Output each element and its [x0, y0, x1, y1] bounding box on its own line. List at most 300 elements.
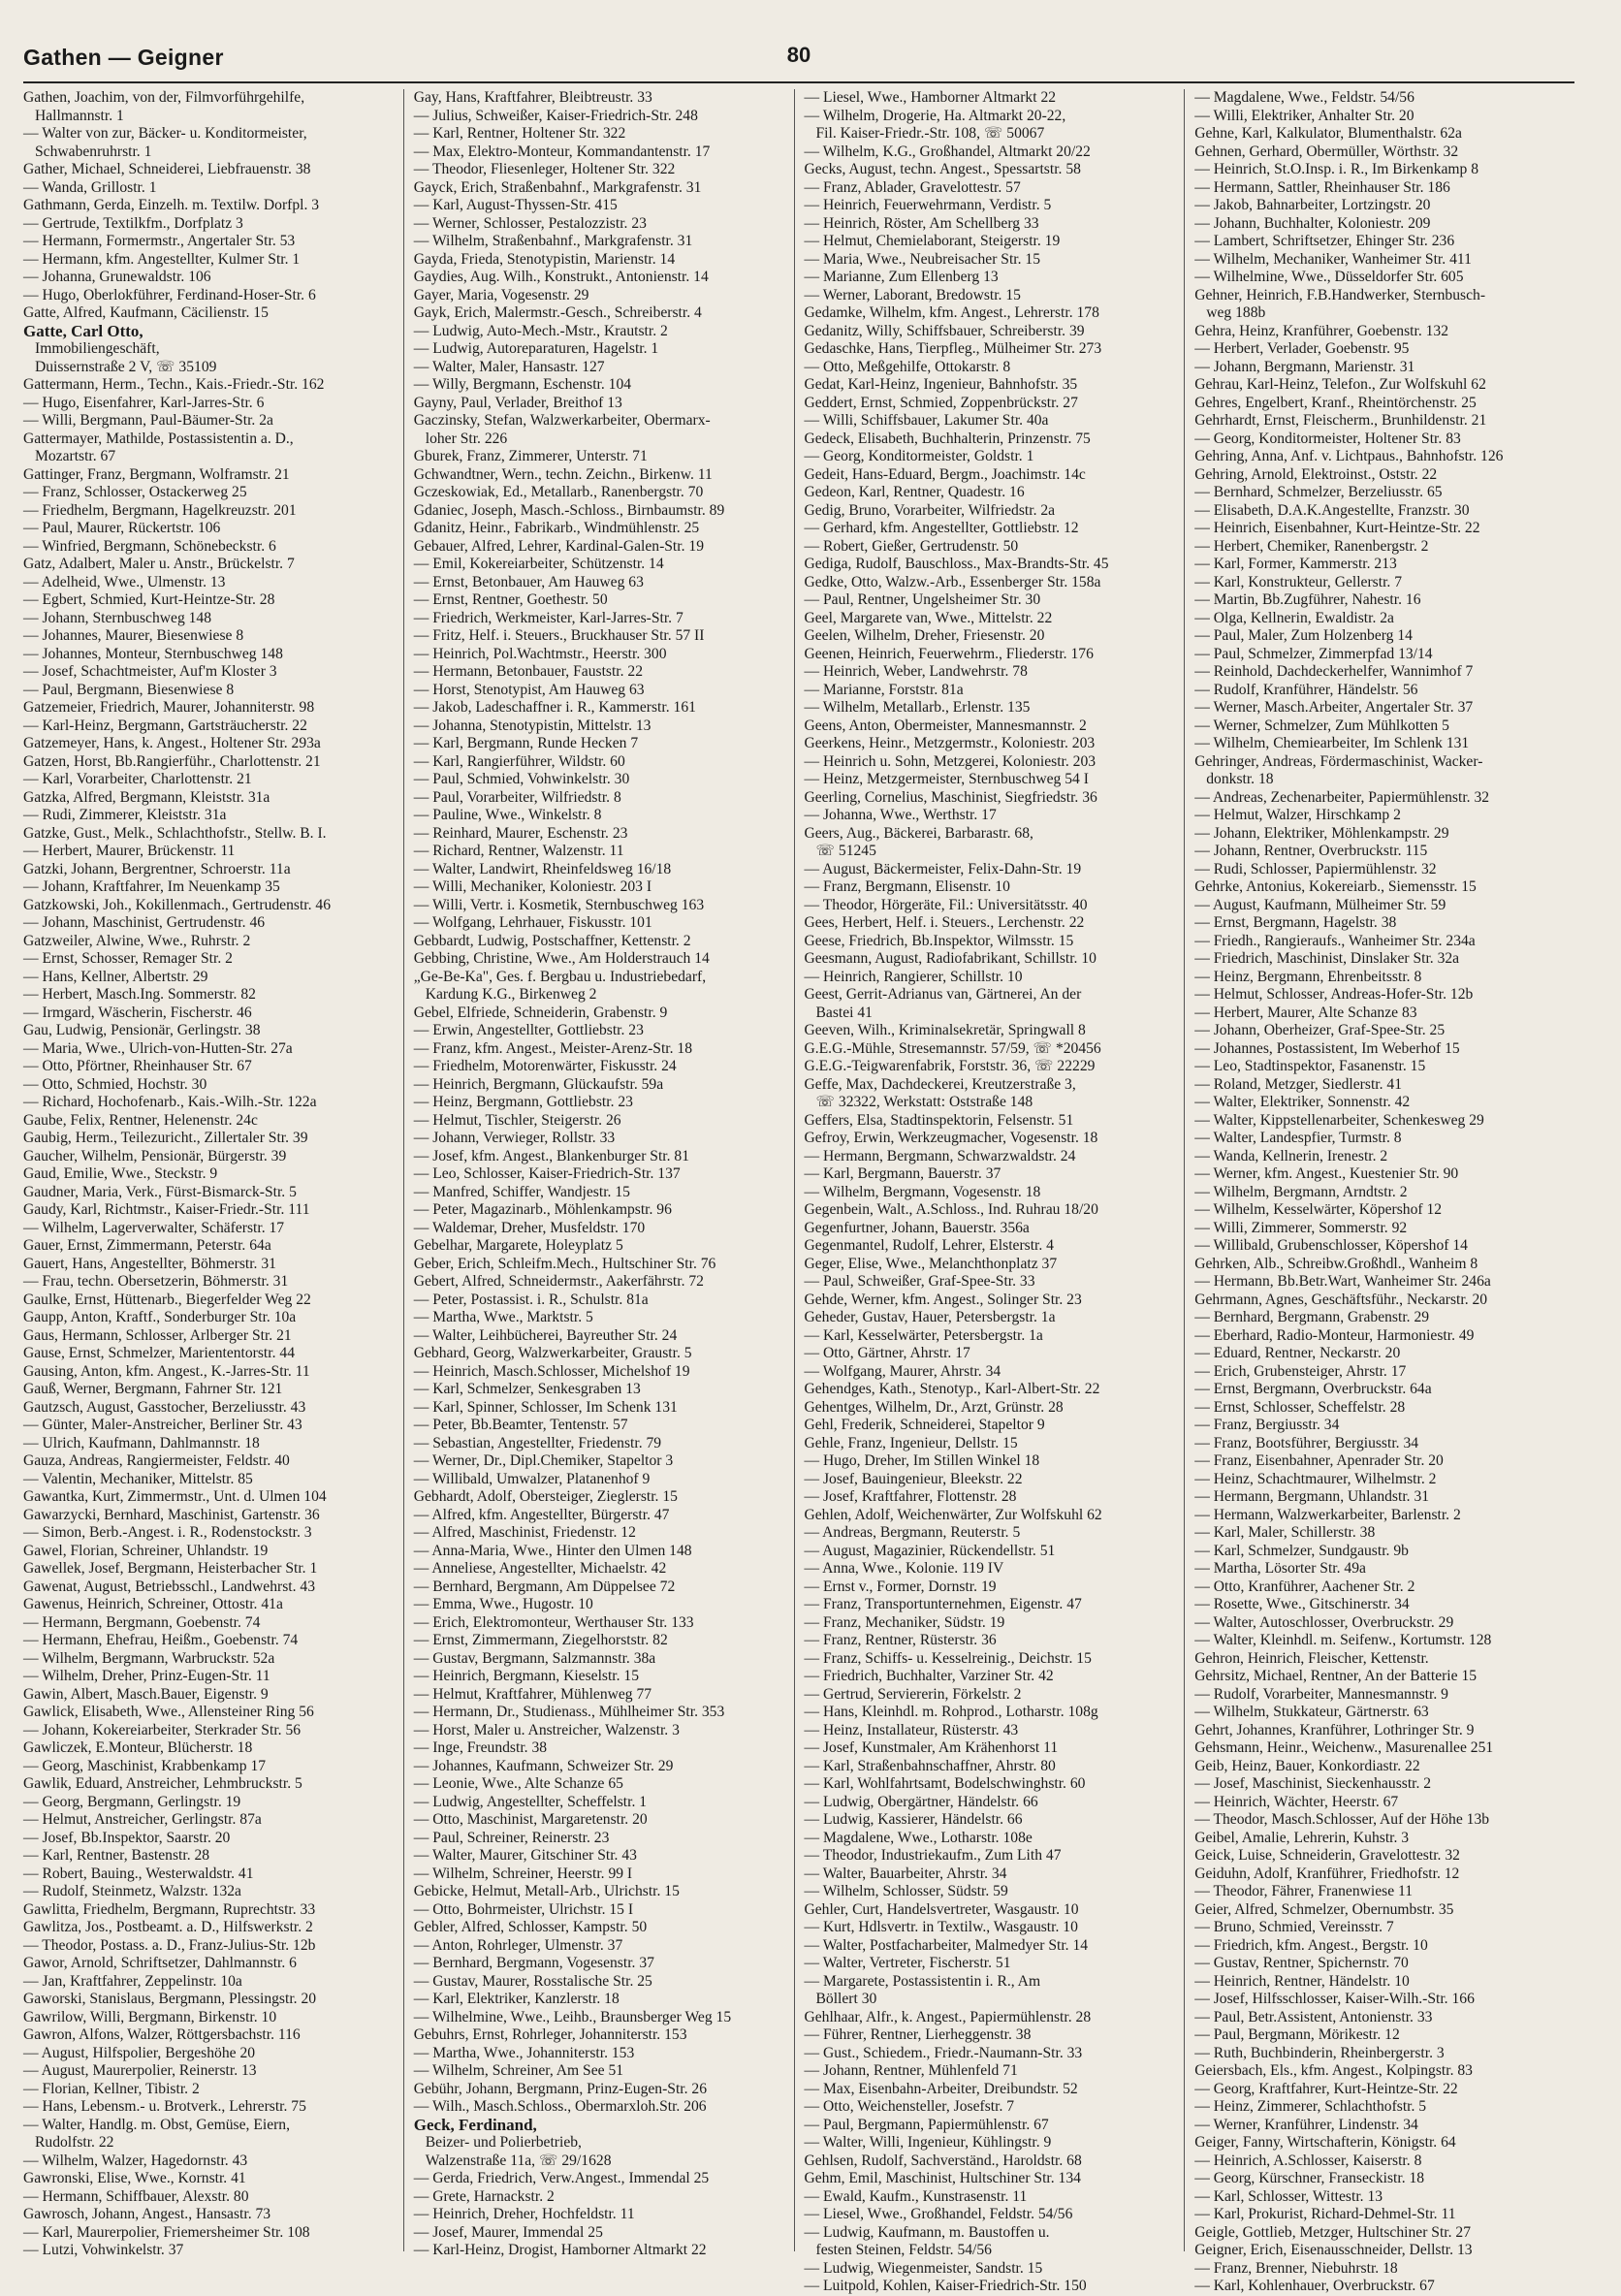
directory-entry: Gegenmantel, Rudolf, Lehrer, Elsterstr. 4: [804, 1237, 1054, 1254]
directory-entry: — Johann, Verwieger, Rollstr. 33: [413, 1130, 616, 1146]
directory-entry: — Josef, Hilfsschlosser, Kaiser-Wilh.-Str. 166: [1194, 1991, 1475, 2007]
directory-entry: — Franz, Schiffs- u. Kesselreinig., Deichstr. 15: [804, 1649, 1092, 1667]
directory-entry: — Wilhelm, Bergmann, Vogesenstr. 18: [804, 1183, 1041, 1200]
directory-entry: Gattermann, Herm., Techn., Kais.-Friedr.-Str. 162: [23, 376, 325, 393]
directory-entry: — Heinz, Zimmerer, Schlachthofstr. 5: [1194, 2098, 1427, 2115]
directory-entry: Geddert, Ernst, Schmied, Zoppenbrückstr. 27: [804, 394, 1078, 411]
directory-entry: — Paul, Betr.Assistent, Antonienstr. 33: [1194, 2008, 1433, 2025]
directory-entry: — Sebastian, Angestellter, Friedenstr. 79: [413, 1434, 662, 1451]
directory-entry: — Walter von zur, Bäcker- u. Konditormeister,: [23, 125, 307, 142]
directory-entry: — Ewald, Kaufm., Kunstrasenstr. 11: [804, 2187, 1028, 2205]
directory-entry: — Otto, Kranführer, Aachener Str. 2: [1194, 1578, 1415, 1595]
directory-entry: — Theodor, Masch.Schlosser, Auf der Höhe 13b: [1194, 1811, 1490, 1828]
directory-entry: — Hermann, Bergmann, Uhlandstr. 31: [1194, 1488, 1430, 1505]
directory-entry: — Ulrich, Kaufmann, Dahlmannstr. 18: [23, 1434, 260, 1451]
directory-entry: Gebel, Elfriede, Schneiderin, Grabenstr. 9: [413, 1004, 668, 1021]
directory-entry: — Ernst, Rentner, Goethestr. 50: [413, 591, 608, 608]
directory-entry: — Emma, Wwe., Hugostr. 10: [413, 1596, 593, 1612]
directory-entry: Gehrken, Alb., Schreibw.Großhdl., Wanheim 8: [1194, 1255, 1478, 1272]
directory-entry: — Paul, Rentner, Ungelsheimer Str. 30: [804, 591, 1041, 608]
directory-entry: — Johann, Kraftfahrer, Im Neuenkamp 35: [23, 878, 280, 895]
directory-entry: — Gertrud, Serviererin, Förkelstr. 2: [804, 1685, 1022, 1703]
directory-entry: — Wilhelm, Schreiner, Am See 51: [413, 2062, 624, 2079]
directory-entry: — Andreas, Zechenarbeiter, Papiermühlenstr. 32: [1194, 788, 1490, 806]
directory-entry: — Walter, Maler, Hansastr. 127: [413, 358, 605, 375]
directory-entry: Gefroy, Erwin, Werkzeugmacher, Vogesenstr. 18: [804, 1130, 1098, 1146]
directory-entry: Fil. Kaiser-Friedr.-Str. 108, ☏ 50067: [815, 125, 1045, 142]
directory-entry: — Martha, Wwe., Johanniterstr. 153: [413, 2044, 635, 2061]
directory-entry: — Karl, Schmelzer, Sundgaustr. 9b: [1194, 1542, 1409, 1559]
directory-entry: — Heinrich, Wächter, Heerstr. 67: [1194, 1793, 1399, 1810]
directory-entry: Gehendges, Kath., Stenotyp., Karl-Albert-Str. 22: [804, 1381, 1100, 1397]
directory-entry: — Paul, Schmied, Vohwinkelstr. 30: [413, 771, 630, 787]
directory-entry: Gauert, Hans, Angestellter, Böhmerstr. 31: [23, 1255, 276, 1272]
directory-entry: Bastei 41: [815, 1004, 873, 1021]
directory-entry: Gau, Ludwig, Pensionär, Gerlingstr. 38: [23, 1022, 261, 1038]
directory-entry: — Walter, Maurer, Gitschiner Str. 43: [413, 1847, 637, 1864]
directory-entry: — Werner, Laborant, Bredowstr. 15: [804, 286, 1021, 303]
directory-entry: — Helmut, Tischler, Steigerstr. 26: [413, 1111, 621, 1129]
directory-entry: — Peter, Postassist. i. R., Schulstr. 81a: [413, 1291, 649, 1308]
directory-entry: Gawron, Alfons, Walzer, Röttgersbachstr. 116: [23, 2026, 301, 2043]
directory-entry: — Johann, Maschinist, Gertrudenstr. 46: [23, 914, 266, 931]
directory-entry: — Anna-Maria, Wwe., Hinter den Ulmen 148: [413, 1542, 692, 1559]
directory-entry: — Richard, Hochofenarb., Kais.-Wilh.-Str. 122a: [23, 1094, 317, 1110]
directory-entry: — Walter, Postfacharbeiter, Malmedyer Str. 14: [804, 1936, 1089, 1954]
directory-entry: Geheder, Gustav, Hauer, Petersbergstr. 1a: [804, 1309, 1056, 1325]
directory-entry: — Walter, Kleinhdl. m. Seifenw., Kortumstr. 128: [1194, 1632, 1492, 1648]
directory-entry: — Karl, Vorarbeiter, Charlottenstr. 21: [23, 771, 252, 787]
directory-entry: Gattermayer, Mathilde, Postassistentin a. D.,: [23, 430, 294, 447]
directory-entry: — Georg, Kraftfahrer, Kurt-Heintze-Str. 22: [1194, 2080, 1458, 2097]
directory-entry: — Grete, Harnackstr. 2: [413, 2187, 555, 2205]
directory-entry: — Erich, Grubensteiger, Ahrstr. 17: [1194, 1362, 1407, 1380]
directory-entry: — Andreas, Bergmann, Reuterstr. 5: [804, 1524, 1021, 1541]
directory-entry: — Paul, Bergmann, Papiermühlenstr. 67: [804, 2116, 1049, 2133]
directory-entry: — Wilhelm, Schlosser, Südstr. 59: [804, 1883, 1008, 1899]
directory-entry: Geib, Heinz, Bauer, Konkordiastr. 22: [1194, 1757, 1420, 1774]
directory-entry: Gausing, Anton, kfm. Angest., K.-Jarres-Str. 11: [23, 1362, 310, 1380]
directory-entry: — Willi, Elektriker, Anhalter Str. 20: [1194, 107, 1414, 124]
directory-entry: — Florian, Kellner, Tibistr. 2: [23, 2080, 200, 2097]
directory-entry: — Luitpold, Kohlen, Kaiser-Friedrich-Str. 150: [804, 2278, 1087, 2294]
directory-entry: Gebuhrs, Ernst, Rohrleger, Johanniterstr. 153: [413, 2026, 687, 2043]
directory-entry: — Adelheid, Wwe., Ulmenstr. 13: [23, 573, 226, 590]
directory-entry: — Helmut, Anstreicher, Gerlingstr. 87a: [23, 1811, 262, 1828]
directory-entry: Geerling, Cornelius, Maschinist, Siegfriedstr. 36: [804, 788, 1097, 806]
directory-entry: Geger, Elise, Wwe., Melanchthonplatz 37: [804, 1255, 1058, 1272]
directory-entry: — Paul, Schmelzer, Zimmerpfad 13/14: [1194, 645, 1433, 662]
directory-entry: — Werner, Masch.Arbeiter, Angertaler Str. 37: [1194, 699, 1474, 716]
directory-entry: Kardung K.G., Birkenweg 2: [425, 986, 597, 1003]
directory-entry: Beizer- und Polierbetrieb,: [425, 2134, 582, 2151]
directory-entry: — Führer, Rentner, Lierheggenstr. 38: [804, 2026, 1032, 2043]
directory-entry: Gedaschke, Hans, Tierpfleg., Mülheimer Str. 273: [804, 340, 1102, 357]
directory-entry: Walzenstraße 11a, ☏ 29/1628: [425, 2152, 612, 2169]
directory-entry: — Johannes, Kaufmann, Schweizer Str. 29: [413, 1757, 674, 1774]
directory-entry: — Hermann, Bergmann, Goebenstr. 74: [23, 1613, 261, 1631]
directory-entry: — Leo, Stadtinspektor, Fasanenstr. 15: [1194, 1058, 1426, 1074]
directory-entry: — Georg, Konditormeister, Holtener Str. 83: [1194, 430, 1461, 447]
directory-entry: Geier, Alfred, Schmelzer, Obernumbstr. 35: [1194, 1900, 1454, 1918]
directory-entry: — Jakob, Bahnarbeiter, Lortzingstr. 20: [1194, 197, 1431, 213]
directory-entry: — Gerhard, kfm. Angestellter, Gottliebstr. 12: [804, 520, 1079, 536]
directory-entry: Gebert, Alfred, Schneidermstr., Aakerfährstr. 72: [413, 1273, 704, 1290]
directory-entry: — Ludwig, Auto-Mech.-Mstr., Krautstr. 2: [413, 322, 668, 339]
directory-entry: — Friedrich, Buchhalter, Varziner Str. 42: [804, 1668, 1054, 1684]
directory-entry: — Simon, Berb.-Angest. i. R., Rodenstockstr. 3: [23, 1524, 312, 1541]
directory-entry: — Johann, Sternbuschweg 148: [23, 609, 212, 626]
directory-entry: — Liesel, Wwe., Großhandel, Feldstr. 54/56: [804, 2206, 1073, 2222]
directory-entry: — Gerda, Friedrich, Verw.Angest., Immendal 25: [413, 2170, 710, 2186]
directory-entry: Immobiliengeschäft,: [35, 340, 160, 357]
directory-entry: — Walter, Willi, Ingenieur, Kühlingstr. 9: [804, 2134, 1052, 2151]
directory-entry: Gehring, Arnold, Elektroinst., Oststr. 22: [1194, 465, 1438, 483]
directory-entry: — Lutzi, Vohwinkelstr. 37: [23, 2242, 184, 2258]
directory-entry: — Friedh., Rangieraufs., Wanheimer Str. 234a: [1194, 932, 1476, 949]
directory-entry: — Olga, Kellnerin, Ewaldistr. 2a: [1194, 609, 1394, 626]
directory-entry: — Erich, Elektromonteur, Werthauser Str. 133: [413, 1613, 694, 1631]
directory-entry: Gaudner, Maria, Verk., Fürst-Bismarck-Str. 5: [23, 1183, 297, 1200]
directory-entry: — Walter, Autoschlosser, Overbruckstr. 29: [1194, 1613, 1454, 1631]
directory-entry: Gehres, Engelbert, Kranf., Rheintörchenstr. 25: [1194, 394, 1477, 411]
directory-entry: — Georg, Kürschner, Franseckistr. 18: [1194, 2170, 1425, 2186]
directory-entry: — Ludwig, Obergärtner, Händelstr. 66: [804, 1793, 1038, 1810]
directory-entry: — Johannes, Monteur, Sternbuschweg 148: [23, 645, 283, 662]
directory-entry: — Friedrich, kfm. Angest., Bergstr. 10: [1194, 1936, 1428, 1954]
directory-entry: Gaubig, Herm., Teilezuricht., Zillertaler Str. 39: [23, 1130, 308, 1146]
directory-entry: — Johann, Rentner, Overbruckstr. 115: [1194, 843, 1428, 859]
directory-entry: — Georg, Konditormeister, Goldstr. 1: [804, 448, 1034, 464]
directory-entry: Gatzemeyer, Hans, k. Angest., Holtener Str. 293a: [23, 735, 321, 751]
directory-entry: — Friedhelm, Bergmann, Hagelkreuzstr. 201: [23, 501, 297, 519]
directory-entry: — Johann, Elektriker, Möhlenkampstr. 29: [1194, 824, 1449, 842]
directory-entry: — Werner, Schlosser, Pestalozzistr. 23: [413, 214, 647, 232]
directory-entry: — Heinz, Installateur, Rüsterstr. 43: [804, 1721, 1019, 1738]
directory-entry: Gaupp, Anton, Kraftf., Sonderburger Str. 10a: [23, 1309, 297, 1325]
directory-entry: — Ernst, Bergmann, Overbruckstr. 64a: [1194, 1381, 1432, 1397]
directory-entry: — Willibald, Umwalzer, Platanenhof 9: [413, 1470, 651, 1487]
directory-entry: — Horst, Stenotypist, Am Hauweg 63: [413, 681, 645, 698]
directory-entry: donkstr. 18: [1206, 771, 1274, 787]
directory-entry: Geigle, Gottlieb, Metzger, Hultschiner Str. 27: [1194, 2223, 1472, 2241]
directory-entry: — Magdalene, Wwe., Feldstr. 54/56: [1194, 89, 1414, 106]
directory-entry: — Heinz, Metzgermeister, Sternbuschweg 54 I: [804, 771, 1089, 787]
directory-entry: — Peter, Magazinarb., Möhlenkampstr. 96: [413, 1201, 672, 1218]
directory-entry: — Rudolf, Vorarbeiter, Mannesmannstr. 9: [1194, 1685, 1448, 1703]
directory-entry: — Magdalene, Wwe., Lotharstr. 108e: [804, 1829, 1033, 1846]
directory-entry: — Franz, Bergiusstr. 34: [1194, 1417, 1340, 1433]
directory-entry: — Paul, Maler, Zum Holzenberg 14: [1194, 627, 1413, 644]
directory-entry: — Josef, Bb.Inspektor, Saarstr. 20: [23, 1829, 231, 1846]
directory-entry: G.E.G.-Teigwarenfabrik, Forststr. 36, ☏ 22229: [804, 1058, 1096, 1074]
directory-entry: — Bernhard, Bergmann, Vogesenstr. 37: [413, 1955, 654, 1971]
directory-entry: — Hugo, Oberlokführer, Ferdinand-Hoser-Str. 6: [23, 286, 316, 303]
directory-entry: — Otto, Schmied, Hochstr. 30: [23, 1075, 207, 1093]
directory-entry: Geber, Erich, Schleifm.Mech., Hultschiner Str. 76: [413, 1255, 716, 1272]
directory-entry: Gedke, Otto, Walzw.-Arb., Essenberger Str. 158a: [804, 573, 1101, 590]
directory-entry: — Reinhold, Dachdeckerhelfer, Wannimhof 7: [1194, 663, 1474, 680]
directory-entry: — Karl, Bergmann, Runde Hecken 7: [413, 735, 639, 751]
directory-entry: Gaus, Hermann, Schlosser, Arlberger Str. 21: [23, 1326, 292, 1344]
directory-entry: — Martin, Bb.Zugführer, Nahestr. 16: [1194, 591, 1421, 608]
directory-entry: — Karl, Prokurist, Richard-Dehmel-Str. 11: [1194, 2206, 1456, 2222]
directory-entry: — Karl, Maurerpolier, Friemersheimer Str. 108: [23, 2223, 310, 2241]
directory-entry: Gebelhar, Margarete, Holeyplatz 5: [413, 1237, 623, 1254]
directory-entry: — Ludwig, Angestellter, Scheffelstr. 1: [413, 1793, 648, 1810]
directory-entry: — Theodor, Fliesenleger, Holtener Str. 322: [413, 161, 676, 177]
directory-entry: Gawlitza, Jos., Postbeamt. a. D., Hilfswerkstr. 2: [23, 1919, 313, 1935]
directory-entry: Gebühr, Johann, Bergmann, Prinz-Eugen-Str. 26: [413, 2080, 708, 2097]
directory-entry: — Winfried, Bergmann, Schönebeckstr. 6: [23, 537, 276, 555]
directory-entry: — Heinrich, Pol.Wachtmstr., Heerstr. 300: [413, 645, 667, 662]
directory-entry: Geiduhn, Adolf, Kranführer, Friedhofstr. 12: [1194, 1865, 1460, 1882]
directory-entry: — Franz, Ablader, Gravelottestr. 57: [804, 178, 1021, 196]
directory-entry: Gdanitz, Heinr., Fabrikarb., Windmühlenstr. 25: [413, 520, 700, 536]
directory-entry: — Liesel, Wwe., Hamborner Altmarkt 22: [804, 89, 1057, 106]
directory-entry: — Franz, Bootsführer, Bergiusstr. 34: [1194, 1434, 1419, 1451]
directory-entry: Gautzsch, August, Gasstocher, Berzeliusstr. 43: [23, 1398, 306, 1416]
directory-entry: — Karl, Rentner, Holtener Str. 322: [413, 125, 626, 142]
directory-entry: Gaulke, Ernst, Hüttenarb., Biegerfelder Weg 22: [23, 1291, 311, 1308]
directory-entry: Gawantka, Kurt, Zimmermstr., Unt. d. Ulmen 104: [23, 1488, 327, 1505]
directory-entry: Gecks, August, techn. Angest., Spessartstr. 58: [804, 161, 1081, 177]
directory-entry: — Wilhelm, Chemiearbeiter, Im Schlenk 131: [1194, 735, 1470, 751]
directory-entry: — Heinrich, Eisenbahner, Kurt-Heintze-Str. 22: [1194, 520, 1480, 536]
directory-entry: — Werner, Kranführer, Lindenstr. 34: [1194, 2116, 1418, 2133]
directory-entry: Gaczinsky, Stefan, Walzwerkarbeiter, Obermarx-: [413, 412, 711, 429]
directory-entry: — Rudolf, Kranführer, Händelstr. 56: [1194, 681, 1418, 698]
directory-entry: ☏ 32322, Werkstatt: Oststraße 148: [815, 1094, 1033, 1110]
directory-entry: — Willi, Bergmann, Paul-Bäumer-Str. 2a: [23, 412, 273, 429]
directory-entry: Gehner, Heinrich, F.B.Handwerker, Sternbusch-: [1194, 286, 1486, 303]
directory-entry: — Franz, Transportunternehmen, Eigenstr. 47: [804, 1596, 1082, 1612]
directory-entry: — Walter, Elektriker, Sonnenstr. 42: [1194, 1094, 1411, 1110]
directory-entry: — Walter, Landespfier, Turmstr. 8: [1194, 1130, 1402, 1146]
directory-entry: Gedamke, Wilhelm, kfm. Angest., Lehrerstr. 178: [804, 304, 1099, 321]
directory-entry: — Otto, Weichensteller, Josefstr. 7: [804, 2098, 1015, 2115]
directory-entry: — Gustav, Rentner, Spichernstr. 70: [1194, 1955, 1409, 1971]
directory-entry: — Hermann, Schiffbauer, Alexstr. 80: [23, 2187, 249, 2205]
directory-entry: Gehringer, Andreas, Fördermaschinist, Wacker-: [1194, 752, 1483, 770]
directory-entry: — Bernhard, Bergmann, Grabenstr. 29: [1194, 1309, 1430, 1325]
directory-entry: — August, Hilfspolier, Bergeshöhe 20: [23, 2044, 256, 2061]
directory-entry: Gedeit, Hans-Eduard, Bergm., Joachimstr. 14c: [804, 465, 1086, 483]
directory-entry: Gayny, Paul, Verlader, Breithof 13: [413, 394, 622, 411]
directory-entry: — Marianne, Zum Ellenberg 13: [804, 269, 999, 285]
directory-entry: — Bernhard, Bergmann, Am Düppelsee 72: [413, 1578, 676, 1595]
directory-entry: Gaube, Felix, Rentner, Helenenstr. 24c: [23, 1111, 258, 1129]
directory-entry: — Heinrich, Bergmann, Kieselstr. 15: [413, 1668, 640, 1684]
directory-entry: Gehsmann, Heinr., Weichenw., Masurenallee 251: [1194, 1739, 1494, 1756]
directory-entry: — Franz, Eisenbahner, Apenrader Str. 20: [1194, 1452, 1444, 1469]
directory-entry: — Paul, Vorarbeiter, Wilfriedstr. 8: [413, 788, 621, 806]
directory-entry: — Hermann, Bergmann, Schwarzwaldstr. 24: [804, 1147, 1076, 1164]
directory-entry: — Johanna, Grunewaldstr. 106: [23, 269, 211, 285]
directory-entry: Geers, Aug., Bäckerei, Barbarastr. 68,: [804, 824, 1033, 842]
directory-entry: — Alfred, kfm. Angestellter, Bürgerstr. 47: [413, 1506, 670, 1523]
directory-entry: — Anneliese, Angestellter, Michaelstr. 42: [413, 1560, 667, 1577]
directory-entry: Gauer, Ernst, Zimmermann, Peterstr. 64a: [23, 1237, 271, 1254]
directory-entry: — Willi, Zimmerer, Sommerstr. 92: [1194, 1219, 1408, 1236]
directory-entry: — Erwin, Angestellter, Gottliebstr. 23: [413, 1022, 644, 1038]
directory-entry: Gebauer, Alfred, Lehrer, Kardinal-Galen-Str. 19: [413, 537, 704, 555]
directory-entry: — Friedrich, Werkmeister, Karl-Jarres-Str. 7: [413, 609, 683, 626]
directory-entry: — Georg, Bergmann, Gerlingstr. 19: [23, 1793, 241, 1810]
directory-entry: — Herbert, Verlader, Goebenstr. 95: [1194, 340, 1410, 357]
directory-entry: — Leo, Schlosser, Kaiser-Friedrich-Str. 137: [413, 1165, 681, 1182]
directory-entry: — Otto, Bohrmeister, Ulrichstr. 15 I: [413, 1900, 634, 1918]
directory-entry: Schwabenruhrstr. 1: [35, 143, 152, 160]
directory-entry: — Karl, Wohlfahrtsamt, Bodelschwinghstr. 60: [804, 1775, 1086, 1792]
directory-entry: — Karl, Elektriker, Kanzlerstr. 18: [413, 1991, 620, 2007]
directory-entry: Gehde, Werner, kfm. Angest., Solinger Str. 23: [804, 1291, 1082, 1308]
directory-column-2: [413, 89, 795, 2258]
directory-entry: — Franz, Schlosser, Ostackerweg 25: [23, 484, 247, 500]
directory-entry: — Karl, Former, Kammerstr. 213: [1194, 556, 1397, 572]
directory-entry: — Werner, Schmelzer, Zum Mühlkotten 5: [1194, 717, 1449, 734]
directory-entry: — Karl-Heinz, Bergmann, Gartsträucherstr. 22: [23, 717, 307, 734]
directory-entry: Gebbardt, Ludwig, Postschaffner, Kettenstr. 2: [413, 932, 691, 949]
directory-entry: weg 188b: [1206, 304, 1266, 321]
directory-entry: — Johannes, Postassistent, Im Weberhof 15: [1194, 1039, 1460, 1057]
directory-entry: Gehler, Curt, Handelsvertreter, Wasgaustr. 10: [804, 1900, 1079, 1918]
directory-entry: — Egbert, Schmied, Kurt-Heintze-Str. 28: [23, 591, 275, 608]
directory-entry: Gegenfurtner, Johann, Bauerstr. 356a: [804, 1219, 1030, 1236]
directory-entry: Gatzemeier, Friedrich, Maurer, Johanniterstr. 98: [23, 699, 315, 716]
directory-entry: Geel, Margarete van, Wwe., Mittelstr. 22: [804, 609, 1053, 626]
directory-entry: G.E.G.-Mühle, Stresemannstr. 57/59, ☏ *20456: [804, 1039, 1101, 1057]
directory-entry: — Helmut, Kraftfahrer, Mühlenweg 77: [413, 1685, 652, 1703]
directory-entry: — Heinrich, Röster, Am Schellberg 33: [804, 214, 1039, 232]
directory-entry: Hallmannstr. 1: [35, 107, 124, 124]
directory-entry: Gehentges, Wilhelm, Dr., Arzt, Grünstr. 28: [804, 1398, 1064, 1416]
directory-entry: Geese, Friedrich, Bb.Inspektor, Wilmsstr. 15: [804, 932, 1074, 949]
directory-entry: — Maria, Wwe., Ulrich-von-Hutten-Str. 27a: [23, 1039, 293, 1057]
directory-entry: Gburek, Franz, Zimmerer, Unterstr. 71: [413, 448, 648, 464]
directory-entry: — Karl, Schmelzer, Senkesgraben 13: [413, 1381, 641, 1397]
directory-entry: Gehrau, Karl-Heinz, Telefon., Zur Wolfskuhl 62: [1194, 376, 1486, 393]
directory-entry: Geffe, Max, Dachdeckerei, Kreutzerstraße 3,: [804, 1075, 1076, 1093]
directory-entry: — Hans, Kellner, Albertstr. 29: [23, 968, 208, 985]
directory-entry: — Irmgard, Wäscherin, Fischerstr. 46: [23, 1004, 252, 1021]
directory-entry: — Heinrich, Bergmann, Glückaufstr. 59a: [413, 1075, 664, 1093]
directory-entry: — Ernst v., Former, Dornstr. 19: [804, 1578, 997, 1595]
directory-entry: — Karl, Kesselwärter, Petersbergstr. 1a: [804, 1326, 1043, 1344]
directory-entry: — Hermann, Bb.Betr.Wart, Wanheimer Str. 246a: [1194, 1273, 1491, 1290]
directory-entry: Gaudy, Karl, Richtmstr., Kaiser-Friedr.-Str. 111: [23, 1201, 310, 1218]
directory-entry: — Karl, Maler, Schillerstr. 38: [1194, 1524, 1376, 1541]
directory-entry: — Josef, kfm. Angest., Blankenburger Str. 81: [413, 1147, 690, 1164]
directory-entry: — Wilhelm, Drogerie, Ha. Altmarkt 20-22,: [804, 107, 1066, 124]
directory-entry: — Wilhelm, Metallarb., Erlenstr. 135: [804, 699, 1031, 716]
directory-entry: Gehra, Heinz, Kranführer, Goebenstr. 132: [1194, 322, 1449, 339]
directory-entry: — Fritz, Helf. i. Steuers., Bruckhauser Str. 57 II: [413, 627, 705, 644]
running-head: Gathen — Geigner: [23, 45, 224, 70]
directory-entry: — Josef, Bauingenieur, Bleekstr. 22: [804, 1470, 1023, 1487]
directory-entry: Gawor, Arnold, Schriftsetzer, Dahlmannstr. 6: [23, 1955, 297, 1971]
directory-entry: — Heinrich, Masch.Schlosser, Michelshof 19: [413, 1362, 690, 1380]
directory-entry: Gaucher, Wilhelm, Pensionär, Bürgerstr. 39: [23, 1147, 287, 1164]
directory-entry: Geiersbach, Els., kfm. Angest., Kolpingstr. 83: [1194, 2062, 1473, 2079]
directory-entry: Gathen, Joachim, von der, Filmvorführgehilfe,: [23, 89, 305, 106]
directory-entry: — Anna, Wwe., Kolonie. 119 IV: [804, 1560, 1004, 1577]
directory-entry: — Elisabeth, D.A.K.Angestellte, Franzstr. 30: [1194, 501, 1470, 519]
directory-entry: — Ludwig, Kaufmann, m. Baustoffen u.: [804, 2223, 1050, 2241]
directory-entry: — Rosette, Wwe., Gitschinerstr. 34: [1194, 1596, 1410, 1612]
directory-entry: — Herbert, Chemiker, Ranenbergstr. 2: [1194, 537, 1429, 555]
directory-entry: — Jan, Kraftfahrer, Zeppelinstr. 10a: [23, 1972, 242, 1990]
directory-entry: — Josef, Kunstmaler, Am Krähenhorst 11: [804, 1739, 1059, 1756]
directory-entry: Geens, Anton, Obermeister, Mannesmannstr. 2: [804, 717, 1087, 734]
directory-entry: — Willi, Vertr. i. Kosmetik, Sternbuschweg 163: [413, 896, 705, 913]
directory-entry: — Helmut, Walzer, Hirschkamp 2: [1194, 807, 1401, 823]
directory-entry: — Wilhelm, Bergmann, Arndtstr. 2: [1194, 1183, 1408, 1200]
directory-entry: „Ge-Be-Ka", Ges. f. Bergbau u. Industriebedarf,: [413, 968, 707, 985]
directory-entry: Gayda, Frieda, Stenotypistin, Marienstr. 14: [413, 250, 676, 268]
directory-entry: Gauß, Werner, Bergmann, Fahrner Str. 121: [23, 1381, 283, 1397]
directory-entry: — Theodor, Industriekaufm., Zum Lith 47: [804, 1847, 1062, 1864]
directory-entry: — Helmut, Schlosser, Andreas-Hofer-Str. 12b: [1194, 986, 1474, 1003]
directory-entry: — Friedhelm, Motorenwärter, Fiskusstr. 24: [413, 1058, 677, 1074]
directory-entry: — Johann, Bergmann, Marienstr. 31: [1194, 358, 1415, 375]
directory-entry: Geigner, Erich, Eisenausschneider, Dellstr. 13: [1194, 2242, 1473, 2258]
directory-entry: Gczeskowiak, Ed., Metallarb., Ranenbergstr. 70: [413, 484, 704, 500]
directory-entry: — Gust., Schiedem., Friedr.-Naumann-Str. 33: [804, 2044, 1083, 2061]
directory-entry: — Walter, Bauarbeiter, Ahrstr. 34: [804, 1865, 1007, 1882]
directory-entry: — Theodor, Hörgeräte, Fil.: Universitätsstr. 40: [804, 896, 1088, 913]
directory-entry: Gees, Herbert, Helf. i. Steuers., Lerchenstr. 22: [804, 914, 1085, 931]
directory-entry: Gdaniec, Joseph, Masch.-Schloss., Birnbaumstr. 89: [413, 501, 725, 519]
directory-entry: Gattinger, Franz, Bergmann, Wolframstr. 21: [23, 465, 290, 483]
directory-entry: Gatz, Adalbert, Maler u. Anstr., Brückelstr. 7: [23, 556, 295, 572]
directory-entry: Gehrke, Antonius, Kokereiarb., Siemensstr. 15: [1194, 878, 1477, 895]
directory-entry: — Reinhard, Maurer, Eschenstr. 23: [413, 824, 628, 842]
page-number: 80: [786, 43, 811, 67]
directory-entry: — Ludwig, Kassierer, Händelstr. 66: [804, 1811, 1023, 1828]
directory-entry: Gebbing, Christine, Wwe., Am Holderstrauch 14: [413, 950, 710, 967]
directory-entry: — Inge, Freundstr. 38: [413, 1739, 548, 1756]
directory-entry: — Kurt, Hdlsvertr. in Textilw., Wasgaustr. 10: [804, 1919, 1078, 1935]
directory-entry: Gatzke, Gust., Melk., Schlachthofstr., Stellw. B. I.: [23, 824, 327, 842]
directory-entry: Mozartstr. 67: [35, 448, 116, 464]
directory-entry: Gawlik, Eduard, Anstreicher, Lehmbruckstr. 5: [23, 1775, 302, 1792]
directory-entry: — Johann, Kokereiarbeiter, Sterkrader Str. 56: [23, 1721, 302, 1738]
directory-entry: Gehne, Karl, Kalkulator, Blumenthalstr. 62a: [1194, 125, 1462, 142]
directory-entry: Böllert 30: [815, 1991, 877, 2007]
directory-entry: — Hermann, Betonbauer, Fauststr. 22: [413, 663, 644, 680]
directory-entry: — Ernst, Schlosser, Scheffelstr. 28: [1194, 1398, 1406, 1416]
directory-entry: — Theodor, Postass. a. D., Franz-Julius-Str. 12b: [23, 1936, 316, 1954]
directory-entry: Gedeck, Elisabeth, Buchhalterin, Prinzenstr. 75: [804, 430, 1091, 447]
directory-entry: — Walter, Handlg. m. Obst, Gemüse, Eiern,: [23, 2116, 290, 2133]
directory-entry: Gawlick, Elisabeth, Wwe., Allensteiner Ring 56: [23, 1704, 314, 1720]
directory-entry: — Heinrich, Rangierer, Schillstr. 10: [804, 968, 1023, 985]
directory-entry: — Wilhelm, Kesselwärter, Köpershof 12: [1194, 1201, 1443, 1218]
directory-entry: — Herbert, Masch.Ing. Sommerstr. 82: [23, 986, 256, 1003]
directory-entry: — Max, Elektro-Monteur, Kommandantenstr. 17: [413, 143, 711, 160]
directory-entry: — Willibald, Grubenschlosser, Köpershof 14: [1194, 1237, 1468, 1254]
directory-entry: — Wilhelm, Mechaniker, Wanheimer Str. 411: [1194, 250, 1472, 268]
directory-entry: — Franz, Brenner, Niebuhrstr. 18: [1194, 2259, 1398, 2277]
directory-entry: Gaworski, Stanislaus, Bergmann, Plessingstr. 20: [23, 1991, 317, 2007]
directory-entry: Gawin, Albert, Masch.Bauer, Eigenstr. 9: [23, 1685, 269, 1703]
directory-entry: Geerkens, Heinr., Metzgermstr., Koloniestr. 203: [804, 735, 1096, 751]
directory-column-1: [23, 89, 404, 2258]
directory-entry: — Heinrich, Weber, Landwehrstr. 78: [804, 663, 1028, 680]
directory-entry: — Heinrich, A.Schlosser, Kaiserstr. 8: [1194, 2152, 1422, 2169]
directory-entry: ☏ 51245: [815, 843, 876, 859]
